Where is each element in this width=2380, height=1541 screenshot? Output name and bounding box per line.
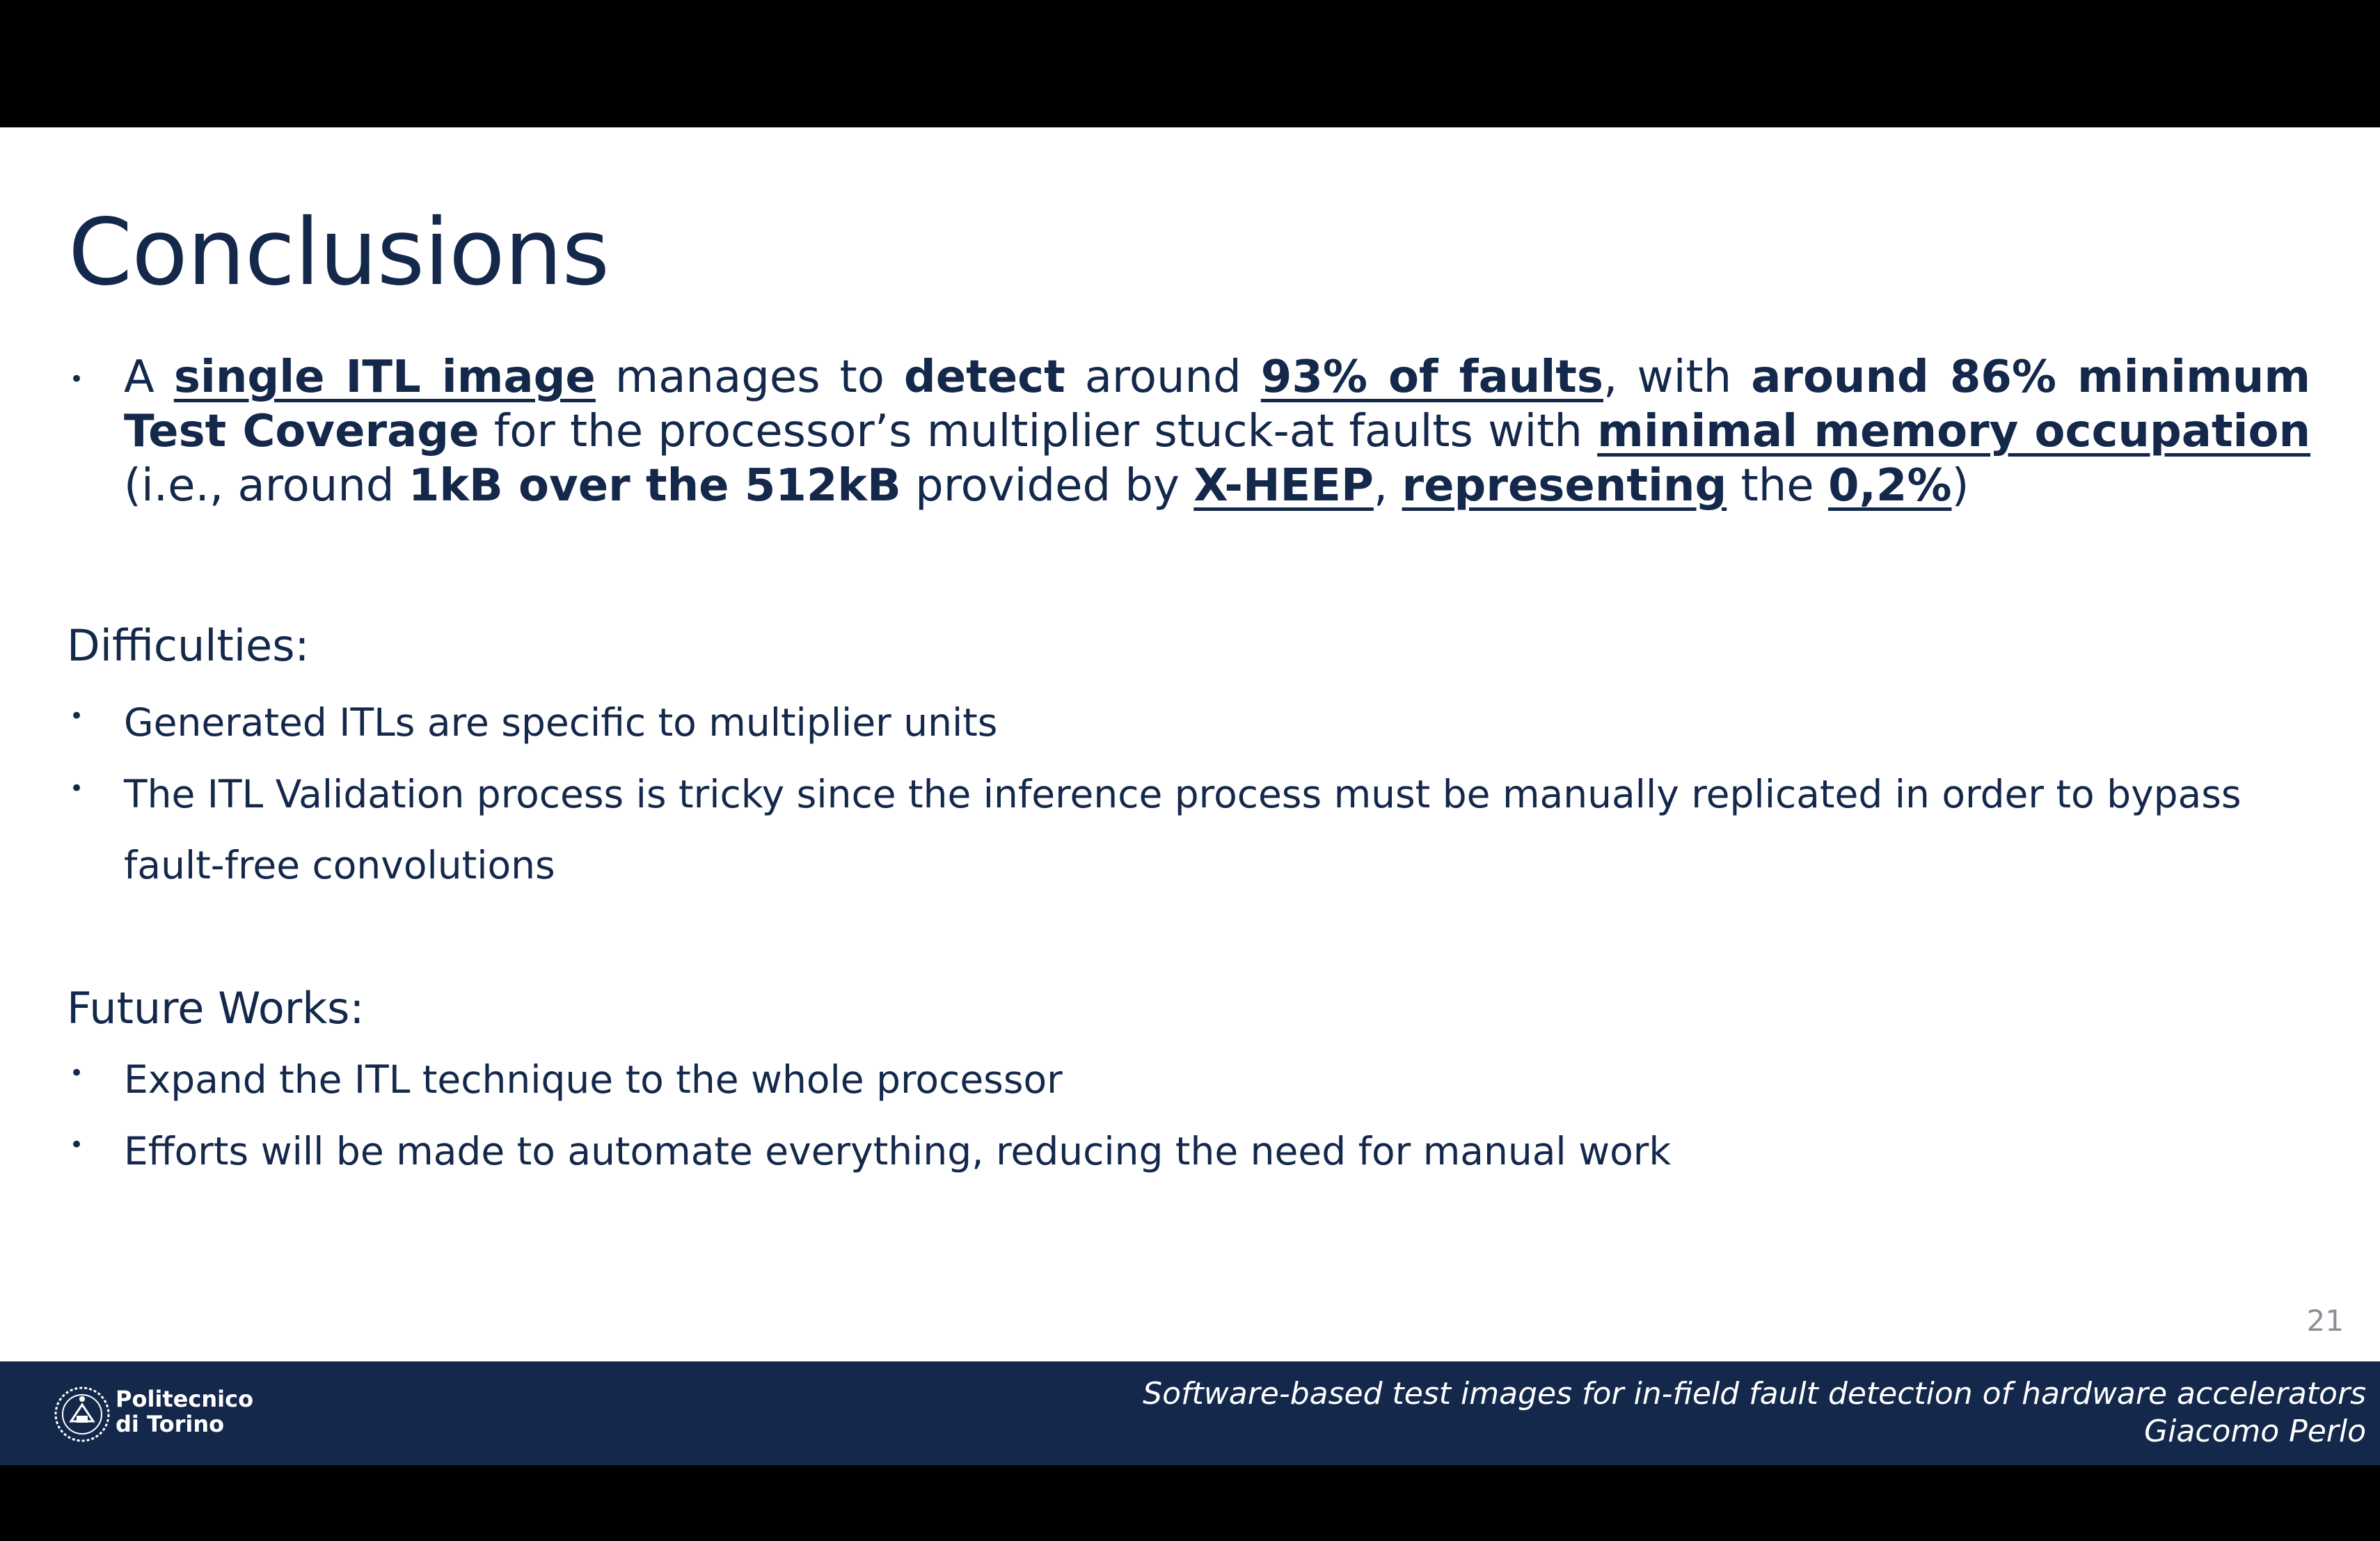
logo-line: di Torino xyxy=(116,1411,225,1437)
summary-text: , xyxy=(1373,460,1402,512)
emphasis-text: around 86% minimum Test Coverage xyxy=(124,351,2311,457)
summary-text: around xyxy=(1065,351,1261,403)
slide xyxy=(0,127,2380,1465)
bullet-icon: • xyxy=(70,1059,84,1087)
summary-text: provided by xyxy=(901,460,1194,512)
author-name: Giacomo Perlo xyxy=(2144,1414,2366,1449)
bullet-icon: • xyxy=(70,775,84,803)
talk-title: Software-based test images for in-field fault detection of hardware accelerators xyxy=(1143,1376,2366,1412)
emphasis-text: detect xyxy=(903,351,1065,403)
emphasis-text: 0,2% xyxy=(1827,460,1952,512)
emphasis-text: single ITL image xyxy=(173,351,596,403)
summary-text: manages to xyxy=(595,351,904,403)
bullet-icon: • xyxy=(70,702,84,730)
bullet-icon: • xyxy=(70,365,84,393)
logo-line: Politecnico xyxy=(116,1386,254,1412)
difficulty-item: The ITL Validation process is tricky since the inference process must be manually replicated in order to bypass fault-free convolutions xyxy=(124,772,2242,887)
summary-paragraph xyxy=(124,350,2310,513)
emphasis-text: representing xyxy=(1402,460,1727,512)
bullet-icon: • xyxy=(70,1131,84,1159)
summary-text: ) xyxy=(1951,460,1969,512)
institution-logo-text xyxy=(116,1386,253,1437)
footer-caption xyxy=(1143,1375,2366,1451)
emphasis-text: X-HEEP xyxy=(1193,460,1374,512)
summary-text: A xyxy=(124,351,174,403)
future-work-item: Expand the ITL technique to the whole processor xyxy=(124,1057,1063,1102)
future-works-heading: Future Works: xyxy=(67,983,365,1034)
emphasis-text: 93% of faults xyxy=(1260,351,1603,403)
future-work-item: Efforts will be made to automate everything, reducing the need for manual work xyxy=(124,1129,1672,1173)
difficulty-item: Generated ITLs are specific to multiplier units xyxy=(124,700,998,745)
summary-text: for the processor’s multiplier stuck-at faults with xyxy=(479,406,1598,457)
footer-bar xyxy=(0,1361,2380,1465)
emphasis-text: minimal memory occupation xyxy=(1597,406,2311,457)
summary-text: the xyxy=(1727,460,1828,512)
university-seal-icon xyxy=(53,1385,111,1444)
page-number: 21 xyxy=(2306,1304,2344,1338)
difficulties-heading: Difficulties: xyxy=(67,620,310,671)
summary-text: (i.e., around xyxy=(124,460,408,512)
slide-title: Conclusions xyxy=(68,199,610,306)
summary-text: , with xyxy=(1603,351,1752,403)
emphasis-text: 1kB over the 512kB xyxy=(408,460,901,512)
